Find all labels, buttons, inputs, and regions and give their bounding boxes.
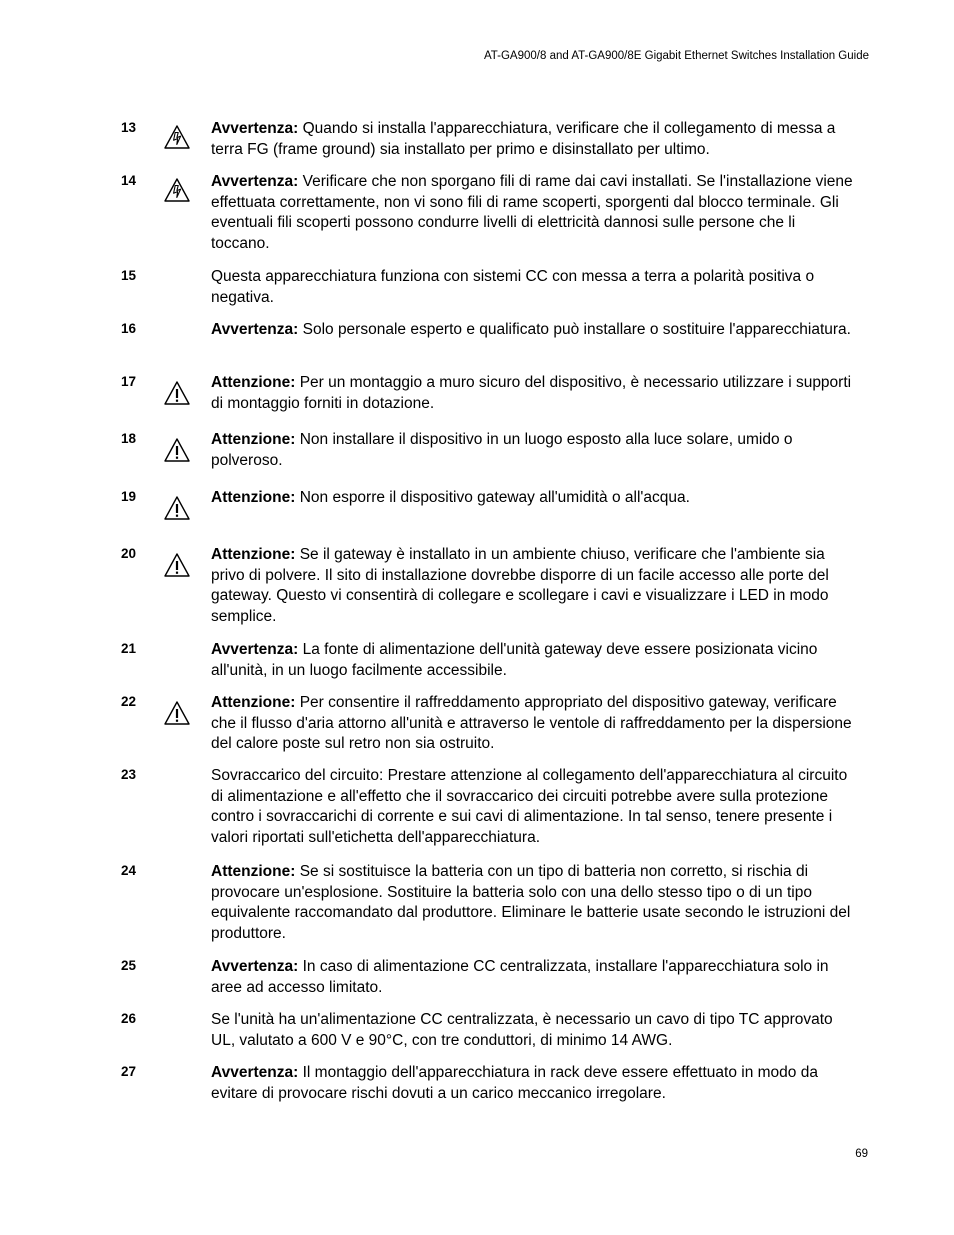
entry-number: 20	[121, 546, 137, 561]
entry-number: 13	[121, 120, 137, 135]
entry-text	[211, 766, 856, 849]
entry-text	[211, 640, 856, 681]
entry-body: Questa apparecchiatura funziona con sistemi CC con messa a terra a polarità positiva o negativa.	[211, 268, 815, 306]
entry-label: Avvertenza:	[211, 120, 299, 137]
entry-text	[211, 488, 856, 509]
entry-body: Il montaggio dell'apparecchiatura in rack deve essere effettuato in modo da evitare di provocare rischi dovuti a un carico meccanico irregolare.	[211, 1064, 818, 1102]
entry-number: 17	[121, 374, 137, 389]
entry-label: Attenzione:	[211, 374, 296, 391]
entry-body: Solo personale esperto e qualificato può installare o sostituire l'apparecchiatura.	[302, 321, 851, 338]
entry-text	[211, 119, 856, 160]
caution-icon	[163, 379, 191, 407]
entry-number: 23	[121, 767, 137, 782]
electrical-hazard-icon	[163, 123, 191, 151]
entry-body: Verificare che non sporgano fili di rame dai cavi installati. Se l'installazione viene effettuata correttamente, non vi sono fili di rame scoperti, sporgenti dal blocco terminale. Gli eventuali fili scoperti possono condurre livelli di elettricità dannosi sulle persone che li toccano.	[211, 173, 853, 253]
entry-number: 25	[121, 958, 137, 973]
page-number: 69	[855, 1148, 868, 1160]
entry-text	[211, 693, 856, 755]
entry-text	[211, 430, 856, 471]
electrical-hazard-icon	[163, 176, 191, 204]
entry-body: Non esporre il dispositivo gateway all'umidità o all'acqua.	[299, 489, 690, 506]
entry-number: 24	[121, 863, 137, 878]
entry-label: Attenzione:	[211, 489, 296, 506]
entry-text	[211, 267, 856, 308]
entry-label: Attenzione:	[211, 863, 296, 880]
entry-body: Sovraccarico del circuito: Prestare attenzione al collegamento dell'apparecchiatura al circuito di alimentazione e all'effetto che il sovraccarico dei circuiti potrebbe avere sulla protezione contro i sovraccarichi di corrente e sui cavi di alimentazione. In tal senso, tenere presente i valori riportati sull'etichetta dell'apparecchiatura.	[211, 767, 848, 847]
entry-body: Se si sostituisce la batteria con un tipo di batteria non corretto, si rischia di provocare un'esplosione. Sostituire la batteria solo con una dello stesso tipo o di un tipo equivalente raccomandato dal produttore. Eliminare le batterie usate secondo le istruzioni del produttore.	[211, 863, 851, 943]
entry-body: Per un montaggio a muro sicuro del dispositivo, è necessario utilizzare i supporti di montaggio forniti in dotazione.	[211, 374, 852, 412]
entry-number: 22	[121, 694, 137, 709]
entry-label: Attenzione:	[211, 546, 296, 563]
entry-number: 19	[121, 489, 137, 504]
entry-label: Attenzione:	[211, 431, 296, 448]
entry-body: Non installare il dispositivo in un luogo esposto alla luce solare, umido o polveroso.	[211, 431, 793, 469]
entry-number: 15	[121, 268, 137, 283]
caution-icon	[163, 551, 191, 579]
entry-label: Avvertenza:	[211, 1064, 299, 1081]
entry-body: Quando si installa l'apparecchiatura, verificare che il collegamento di messa a terra FG (frame ground) sia installato per primo e disinstallato per ultimo.	[211, 120, 836, 158]
running-header: AT-GA900/8 and AT-GA900/8E Gigabit Ethernet Switches Installation Guide	[483, 50, 869, 62]
entry-number: 16	[121, 321, 137, 336]
entry-number: 26	[121, 1011, 137, 1026]
entry-text	[211, 1063, 856, 1104]
entry-number: 27	[121, 1064, 137, 1079]
caution-icon	[163, 494, 191, 522]
entry-number: 21	[121, 641, 137, 656]
entry-body: Per consentire il raffreddamento appropriato del dispositivo gateway, verificare che il flusso d'aria attorno all'unità e attraverso le ventole di raffreddamento per la dispersione del calore poste sul retro non sia ostruito.	[211, 694, 852, 753]
entry-number: 14	[121, 173, 137, 188]
caution-icon	[163, 699, 191, 727]
entry-label: Avvertenza:	[211, 958, 299, 975]
entry-text	[211, 373, 856, 414]
entry-text	[211, 172, 856, 255]
entry-label: Avvertenza:	[211, 321, 299, 338]
entry-label: Avvertenza:	[211, 641, 299, 658]
entry-text	[211, 1010, 856, 1051]
entry-text	[211, 957, 856, 998]
caution-icon	[163, 436, 191, 464]
entry-label: Avvertenza:	[211, 173, 299, 190]
entry-body: La fonte di alimentazione dell'unità gateway deve essere posizionata vicino all'unità, in un luogo facilmente accessibile.	[211, 641, 818, 679]
entry-text	[211, 320, 856, 341]
entry-body: Se il gateway è installato in un ambiente chiuso, verificare che l'ambiente sia privo di polvere. Il sito di installazione dovrebbe disporre di un facile accesso alle porte del gateway. Questo vi consentirà di collegare e scollegare i cavi e visualizzare i LED in modo semplice.	[211, 546, 829, 626]
entry-body: In caso di alimentazione CC centralizzata, installare l'apparecchiatura solo in aree ad accesso limitato.	[211, 958, 829, 996]
entry-number: 18	[121, 431, 137, 446]
entry-text	[211, 545, 856, 628]
entry-body: Se l'unità ha un'alimentazione CC centralizzata, è necessario un cavo di tipo TC approvato UL, valutato a 600 V e 90°C, con tre conduttori, di minimo 14 AWG.	[211, 1011, 833, 1049]
entry-label: Attenzione:	[211, 694, 296, 711]
entry-text	[211, 862, 856, 945]
